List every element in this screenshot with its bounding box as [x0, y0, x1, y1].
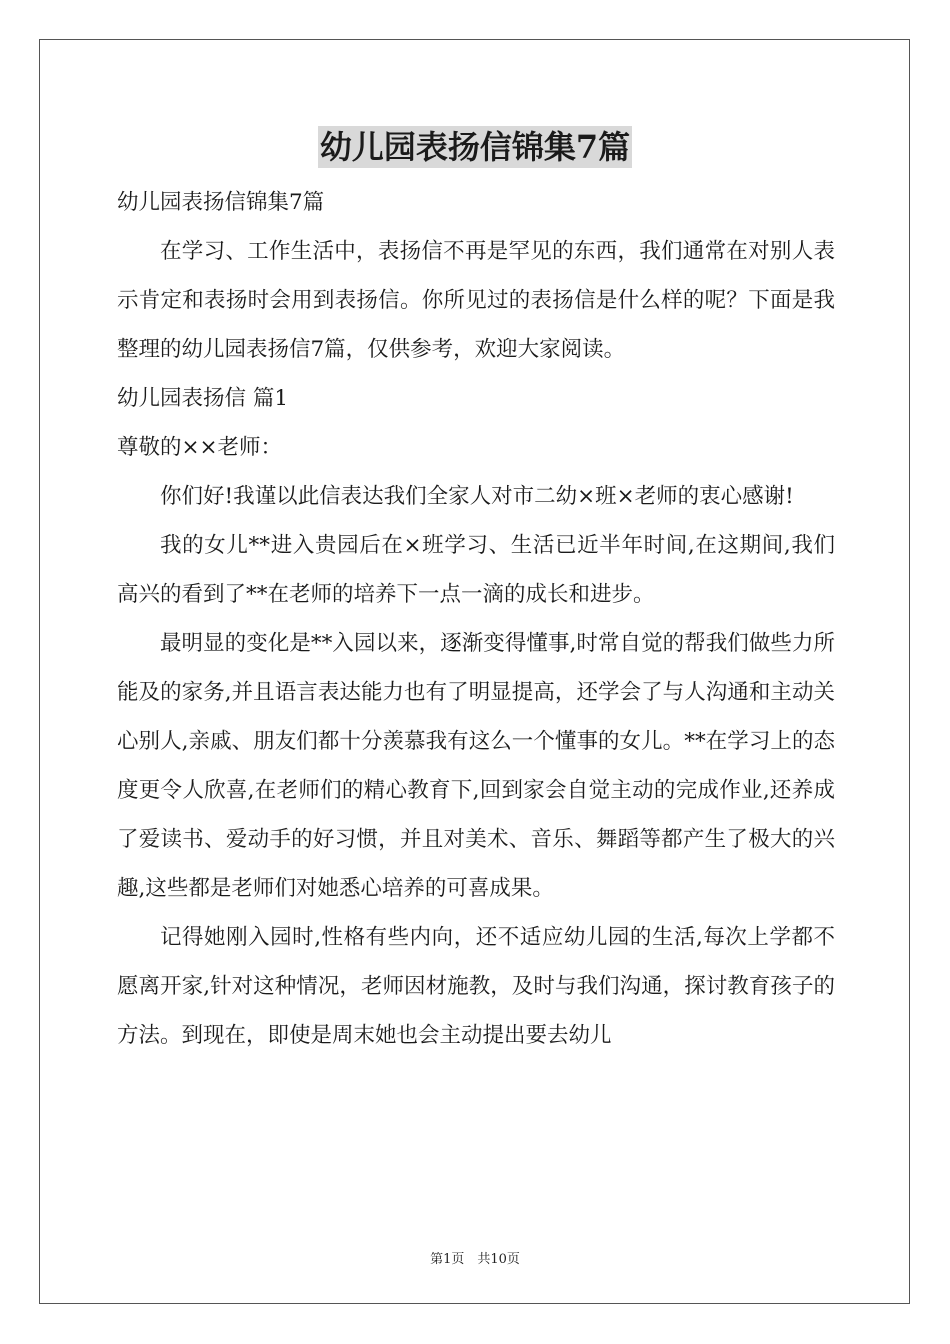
salutation: 尊敬的××老师： — [117, 435, 283, 460]
body-paragraph: 你们好!我谨以此信表达我们全家人对市二幼×班×老师的衷心感谢! — [160, 484, 794, 509]
document-title: 幼儿园表扬信锦集7篇 — [319, 128, 631, 166]
section-heading: 幼儿园表扬信 篇1 — [117, 386, 289, 411]
intro-paragraph: 在学习、工作生活中，表扬信不再是罕见的东西，我们通常在对别人表示肯定和表扬时会用到表扬信。你所见过的表扬信是什么样的呢？下面是我整理的幼儿园表扬信7篇，仅供参考，欢迎大家阅读。 — [117, 239, 835, 362]
subtitle-line: 幼儿园表扬信锦集7篇 — [117, 190, 325, 215]
body-paragraph: 我的女儿**进入贵园后在×班学习、生活已近半年时间,在这期间,我们高兴的看到了**在老师的培养下一点一滴的成长和进步。 — [117, 533, 835, 607]
document-body — [117, 178, 835, 1060]
body-paragraph: 记得她刚入园时,性格有些内向，还不适应幼儿园的生活,每次上学都不愿离开家,针对这种情况，老师因材施教，及时与我们沟通，探讨教育孩子的方法。到现在，即使是周末她也会主动提出要去幼儿 — [117, 925, 835, 1048]
page-footer: 第1页 共10页 — [430, 1252, 520, 1267]
title-container — [0, 126, 950, 168]
body-paragraph: 最明显的变化是**入园以来，逐渐变得懂事,时常自觉的帮我们做些力所能及的家务,并且语言表达能力也有了明显提高，还学会了与人沟通和主动关心别人,亲戚、朋友们都十分羡慕我有这么一个懂事的女儿。**在学习上的态度更令人欣喜,在老师们的精心教育下,回到家会自觉主动的完成作业,还养成了爱读书、爱动手的好习惯，并且对美术、音乐、舞蹈等都产生了极大的兴趣,这些都是老师们对她悉心培养的可喜成果。 — [117, 631, 835, 901]
